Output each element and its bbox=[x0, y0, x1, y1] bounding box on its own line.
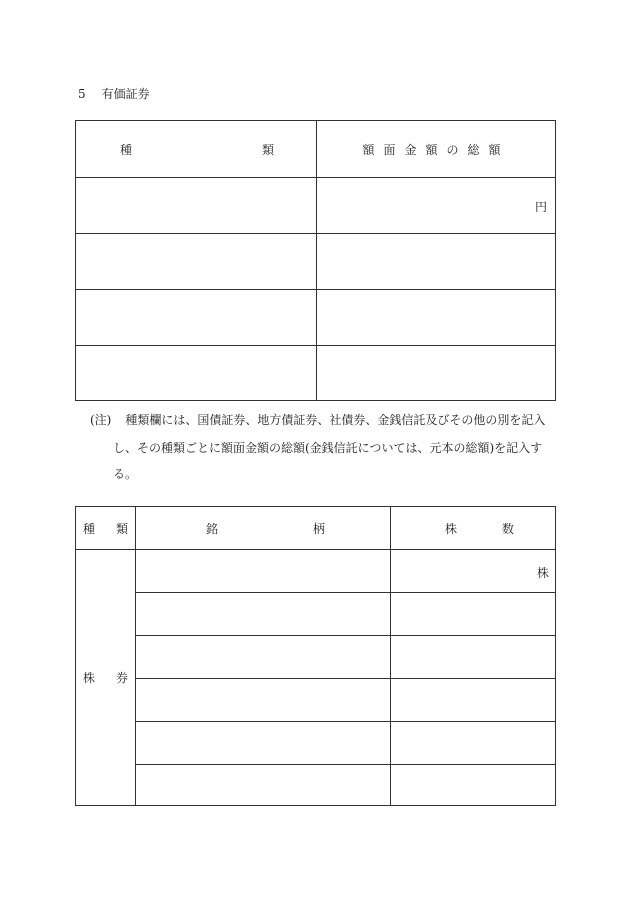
kind-char-2: 券 bbox=[116, 671, 129, 685]
table-divider bbox=[390, 507, 391, 805]
table-row-line bbox=[76, 345, 555, 346]
header-brand-char-1: 銘 bbox=[206, 521, 219, 536]
table-divider bbox=[135, 507, 136, 805]
table-row-line bbox=[76, 233, 555, 234]
header-kind bbox=[76, 121, 316, 177]
header-kind-char-1: 種 bbox=[120, 142, 133, 157]
header-kind bbox=[76, 507, 135, 549]
table-row-line bbox=[76, 177, 555, 178]
header-kind-char-2: 類 bbox=[262, 142, 275, 157]
header-face-amount-total: 額面金額の総額 bbox=[362, 142, 510, 157]
header-shares bbox=[391, 507, 555, 549]
yen-unit: 円 bbox=[534, 200, 547, 214]
kind-stock-certificate bbox=[76, 550, 135, 805]
table-row-line bbox=[135, 592, 555, 593]
table-row-line bbox=[76, 289, 555, 290]
note-line-3: る。 bbox=[113, 467, 138, 481]
header-kind-char-1: 種 bbox=[83, 521, 96, 536]
header-brand-char-2: 柄 bbox=[313, 521, 326, 536]
stock-table bbox=[75, 506, 556, 806]
table-row-line bbox=[135, 635, 555, 636]
section-title: 有価証券 bbox=[101, 87, 150, 101]
table-row-line bbox=[135, 764, 555, 765]
kind-char-1: 株 bbox=[83, 671, 96, 685]
header-shares-char-1: 株 bbox=[445, 521, 458, 536]
table-row-line bbox=[135, 678, 555, 679]
section-number: 5 bbox=[78, 87, 86, 101]
note-line-2: し、その種類ごとに額面金額の総額(金銭信託については、元本の総額)を記入す bbox=[113, 441, 543, 455]
header-shares-char-2: 数 bbox=[502, 521, 515, 536]
securities-amount-table bbox=[75, 120, 556, 401]
header-kind-char-2: 類 bbox=[116, 521, 129, 536]
section-heading bbox=[78, 85, 150, 102]
header-row-line bbox=[76, 549, 555, 550]
note-line-1 bbox=[90, 411, 545, 428]
shares-unit: 株 bbox=[536, 566, 549, 580]
header-brand bbox=[136, 507, 390, 549]
table-row-line bbox=[135, 721, 555, 722]
note-text-1: 種類欄には、国債証券、地方債証券、社債券、金銭信託及びその他の別を記入 bbox=[125, 413, 546, 427]
note-label: (注) bbox=[90, 413, 112, 427]
